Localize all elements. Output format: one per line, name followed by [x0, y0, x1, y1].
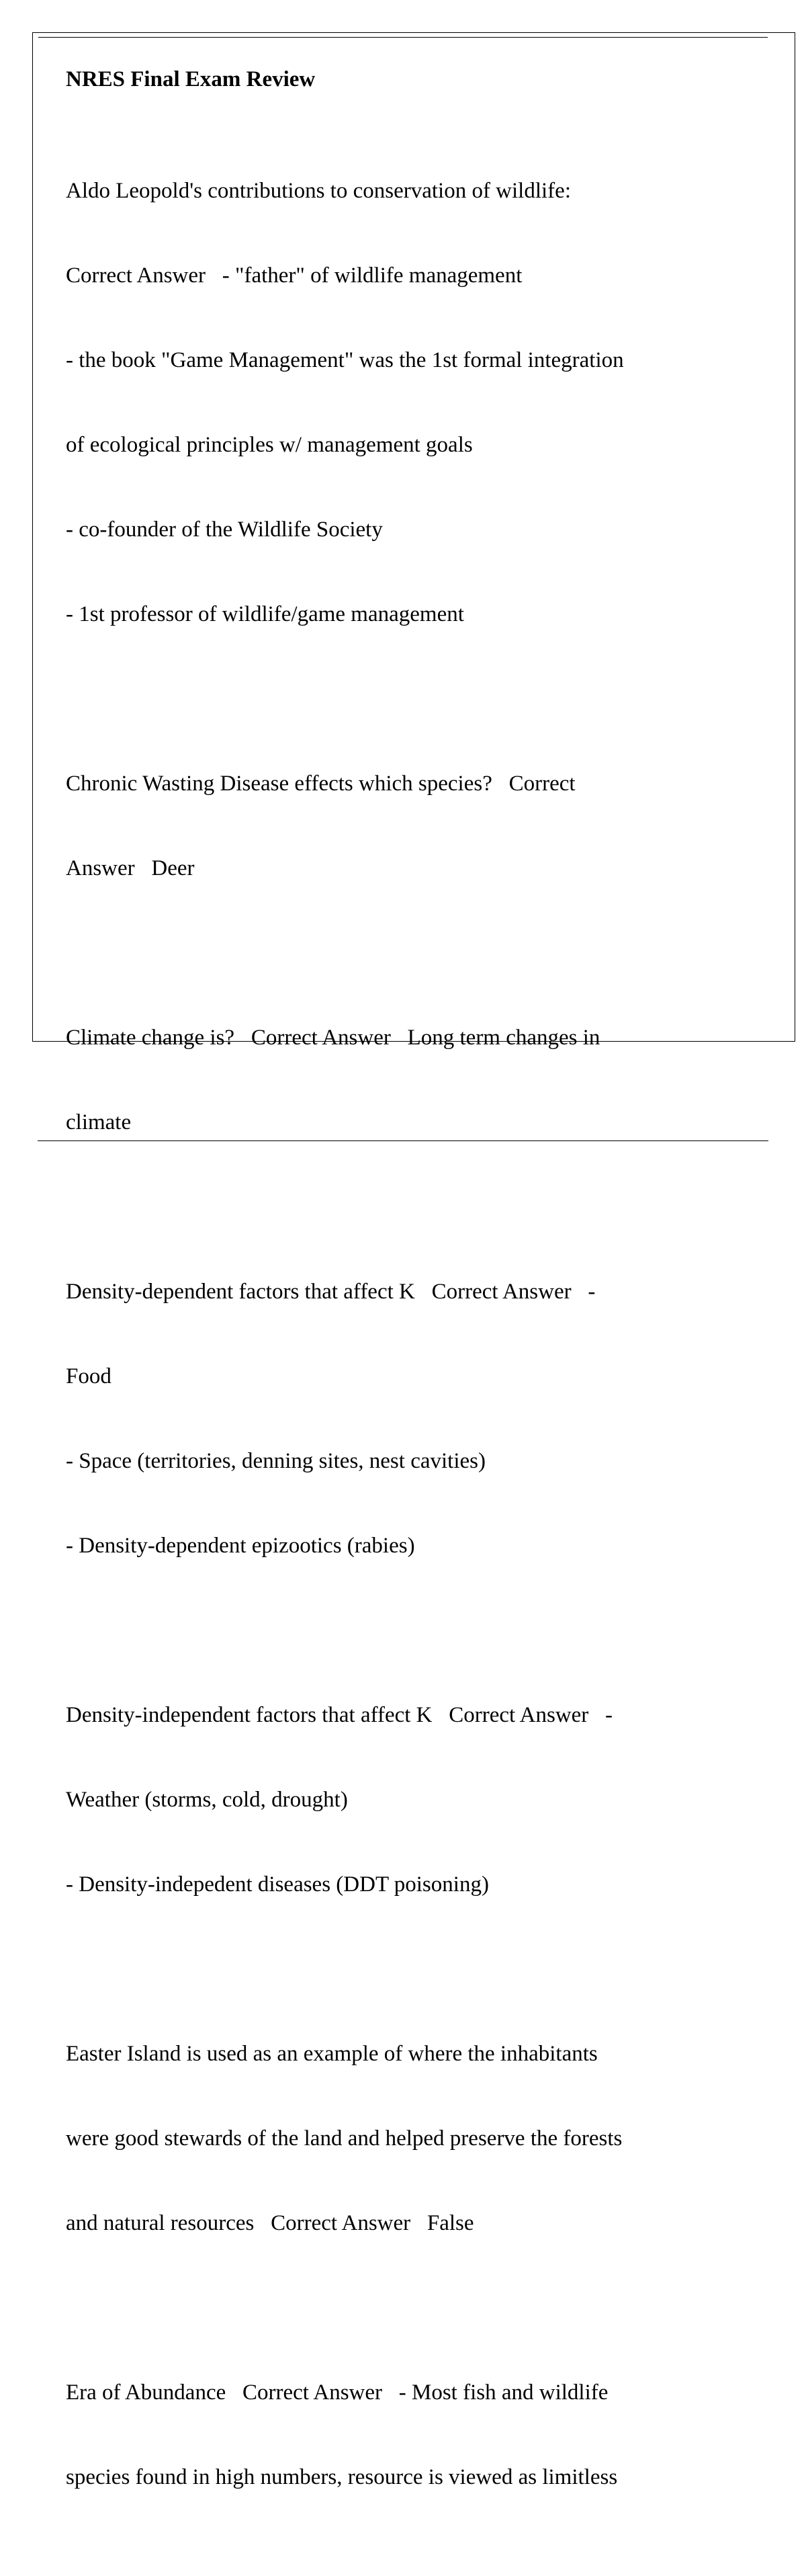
entry-line: climate	[66, 1110, 132, 1134]
entry-line: were good stewards of the land and helped preserve the forests	[66, 2126, 623, 2151]
qa-entry-easter-island	[66, 1983, 711, 2294]
entry-line: Aldo Leopold's contributions to conservation of wildlife:	[66, 179, 571, 203]
entry-line: Easter Island is used as an example of where the inhabitants	[66, 2042, 598, 2066]
qa-entry-aldo-leopold	[66, 120, 711, 685]
qa-entry-climate-change	[66, 967, 711, 1193]
entry-line: Density-dependent factors that affect K Correct Answer -	[66, 1280, 596, 1304]
entry-line: - Density-indepedent diseases (DDT poisoning)	[66, 1872, 489, 1897]
entry-line: Food	[66, 1364, 111, 1388]
entry-line: of ecological principles w/ management goals	[66, 433, 473, 457]
entry-line: and natural resources Correct Answer False	[66, 2211, 474, 2235]
entry-line: Weather (storms, cold, drought)	[66, 1788, 348, 1812]
entry-line: Density-independent factors that affect K Correct Answer -	[66, 1703, 613, 1727]
document-title: NRES Final Exam Review	[66, 67, 316, 91]
entry-line: species found in high numbers, resource is viewed as limitless	[66, 2465, 618, 2489]
entry-line: Chronic Wasting Disease effects which species? Correct	[66, 772, 576, 796]
qa-entry-chronic-wasting-disease	[66, 713, 711, 939]
qa-entry-era-of-abundance	[66, 2322, 711, 2548]
entry-line: Answer Deer	[66, 856, 195, 880]
qa-entry-density-independent	[66, 1645, 711, 1955]
entry-line: - 1st professor of wildlife/game management	[66, 602, 464, 626]
entry-line: Climate change is? Correct Answer Long term changes in	[66, 1026, 600, 1050]
entry-line: - Density-dependent epizootics (rabies)	[66, 1534, 415, 1558]
document-body	[66, 65, 711, 2576]
top-rule	[38, 37, 768, 38]
entry-line: - Space (territories, denning sites, nest cavities)	[66, 1449, 486, 1473]
entry-line: Era of Abundance Correct Answer - Most fish and wildlife	[66, 2380, 609, 2405]
entry-line: Correct Answer - "father" of wildlife management	[66, 263, 523, 288]
bottom-rule	[38, 1140, 768, 1141]
qa-entry-density-dependent	[66, 1221, 711, 1616]
entry-line: - the book "Game Management" was the 1st formal integration	[66, 348, 624, 372]
entry-line: - co-founder of the Wildlife Society	[66, 517, 383, 542]
